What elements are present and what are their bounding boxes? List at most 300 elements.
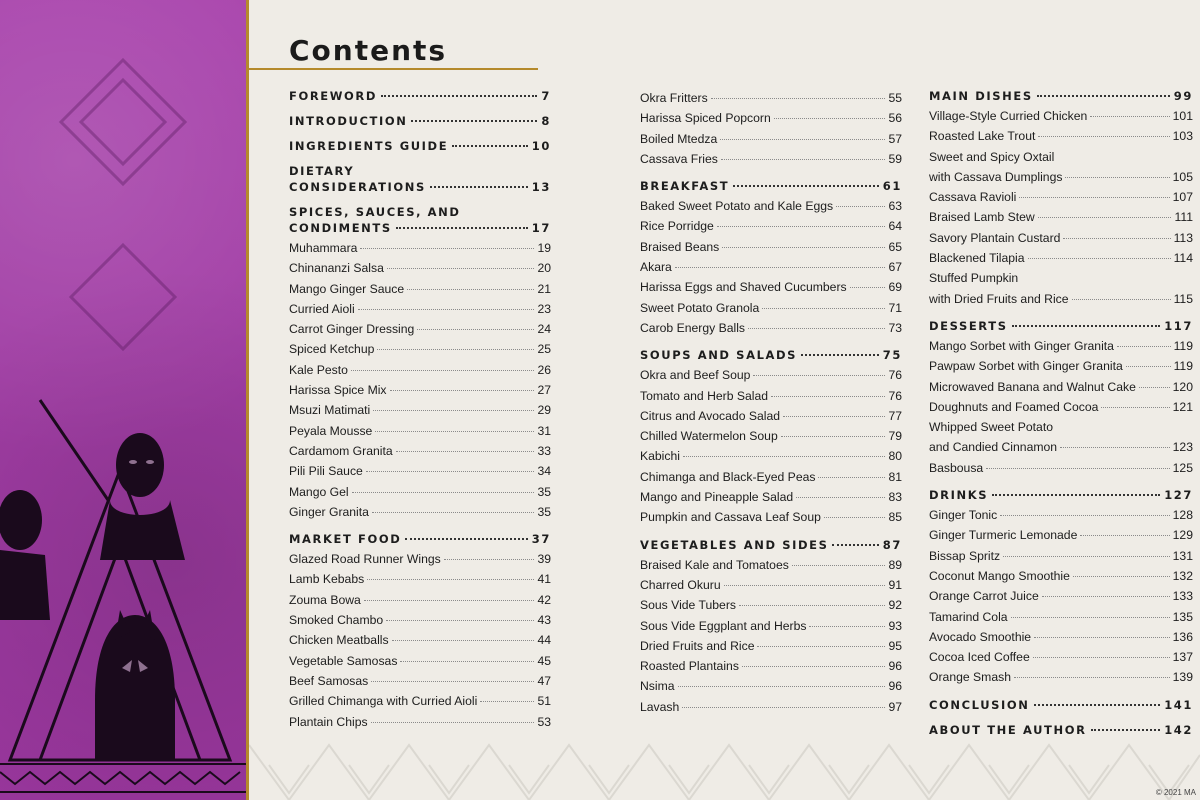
page-number: 39: [537, 552, 551, 567]
toc-entry[interactable]: [640, 277, 902, 297]
page-number: 13: [531, 180, 551, 194]
toc-title: Braised Kale and Tomatoes: [640, 557, 789, 572]
page-number: 55: [888, 91, 902, 105]
dot-leader: [358, 309, 535, 310]
page-number: 103: [1172, 129, 1193, 144]
toc-title: Village-Style Curried Chicken: [929, 109, 1088, 123]
toc-title: Beef Samosas: [289, 673, 369, 688]
dot-leader: [372, 512, 535, 513]
toc-title: MAIN DISHES: [929, 89, 1033, 103]
copyright-notice: © 2021 MA: [1155, 788, 1196, 797]
toc-title: Mango Ginger Sauce: [289, 281, 405, 296]
toc-title: Blackened Tilapia: [929, 251, 1025, 266]
page-number: 97: [888, 699, 902, 714]
dot-leader: [733, 185, 879, 187]
page-number: 8: [541, 114, 551, 128]
page-number: 59: [888, 151, 902, 166]
dot-leader: [832, 544, 878, 546]
toc-entry[interactable]: [929, 627, 1193, 647]
toc-entry[interactable]: [929, 586, 1193, 606]
toc-title: Rice Porridge: [640, 219, 714, 234]
toc-title-line1: Stuffed Pumpkin: [929, 271, 1019, 286]
page-number: 96: [888, 659, 902, 674]
dot-leader: [762, 308, 885, 309]
toc-title: Msuzi Matimati: [289, 403, 371, 418]
toc-title: DESSERTS: [929, 318, 1008, 333]
toc-entry[interactable]: [640, 697, 902, 717]
page-number: 133: [1172, 589, 1193, 604]
toc-section[interactable]: [289, 163, 551, 195]
dot-leader: [1042, 596, 1170, 597]
page-number: 99: [1173, 89, 1193, 103]
toc-title-line2: with Dried Fruits and Rice: [929, 291, 1069, 306]
toc-entry[interactable]: [640, 365, 902, 385]
toc-entry[interactable]: [929, 228, 1193, 248]
toc-entry[interactable]: [289, 400, 551, 420]
dot-leader: [1012, 325, 1161, 327]
page-number: 73: [888, 320, 902, 335]
page-number: 10: [531, 139, 551, 153]
dot-leader: [1091, 729, 1161, 731]
page-number: 93: [888, 618, 902, 633]
illustration-panel: [0, 0, 246, 800]
toc-entry[interactable]: [640, 446, 902, 466]
toc-title: Vegetable Samosas: [289, 653, 398, 668]
page-number: 56: [888, 111, 902, 126]
toc-entry[interactable]: [289, 691, 551, 711]
toc-entry[interactable]: [929, 248, 1193, 268]
toc-entry[interactable]: [640, 616, 902, 636]
dot-leader: [742, 666, 886, 667]
dot-leader: [992, 494, 1160, 496]
toc-title: Savory Plantain Custard: [929, 230, 1061, 245]
page-number: 75: [882, 348, 902, 363]
page-number: 51: [537, 694, 551, 709]
toc-entry[interactable]: [640, 487, 902, 507]
toc-entry[interactable]: [289, 441, 551, 461]
toc-title: Zouma Bowa: [289, 592, 361, 607]
page-number: 42: [537, 592, 551, 607]
page-number: 125: [1172, 460, 1193, 475]
toc-entry[interactable]: [640, 555, 902, 575]
toc-title: Harissa Eggs and Shaved Cucumbers: [640, 280, 847, 295]
toc-title: Tomato and Herb Salad: [640, 388, 769, 403]
toc-entry[interactable]: [929, 356, 1193, 376]
toc-entry[interactable]: [289, 671, 551, 691]
border-pattern: [0, 764, 246, 792]
page-number: 45: [537, 653, 551, 668]
toc-title: Chimanga and Black-Eyed Peas: [640, 469, 816, 484]
toc-title: Basbousa: [929, 460, 984, 475]
dot-leader: [721, 159, 886, 160]
dot-leader: [1090, 116, 1169, 117]
toc-title: Microwaved Banana and Walnut Cake: [929, 379, 1136, 394]
dot-leader: [986, 468, 1169, 469]
dot-leader: [1034, 637, 1170, 638]
toc-title: Okra Fritters: [640, 91, 708, 105]
dot-leader: [366, 471, 535, 472]
dot-leader: [1037, 95, 1170, 97]
toc-section[interactable]: [929, 487, 1193, 503]
toc-entry[interactable]: [640, 467, 902, 487]
toc-column-3: [929, 88, 1193, 740]
page-number: 41: [537, 572, 551, 587]
title-underline: [249, 68, 538, 70]
toc-title: Chicken Meatballs: [289, 633, 389, 648]
dot-leader: [480, 701, 534, 702]
page-number: 64: [888, 219, 902, 234]
toc-title: Boiled Mtedza: [640, 131, 718, 146]
toc-title: Carrot Ginger Dressing: [289, 322, 415, 337]
dot-leader: [1014, 677, 1170, 678]
toc-entry[interactable]: [289, 279, 551, 299]
dot-leader: [722, 247, 885, 248]
page-title: Contents: [289, 34, 448, 67]
dot-leader: [1117, 346, 1171, 347]
toc-section[interactable]: [289, 88, 551, 104]
dot-leader: [809, 626, 885, 627]
toc-entry[interactable]: [289, 482, 551, 502]
toc-entry[interactable]: [929, 647, 1193, 667]
toc-entry[interactable]: [929, 207, 1193, 227]
toc-title: Okra and Beef Soup: [640, 368, 751, 383]
toc-entry[interactable]: [929, 417, 1193, 458]
toc-section[interactable]: [289, 138, 551, 154]
toc-entry[interactable]: [640, 216, 902, 236]
toc-title: Avocado Smoothie: [929, 629, 1032, 644]
toc-entry[interactable]: [289, 590, 551, 610]
toc-section[interactable]: [289, 204, 551, 236]
toc-entry[interactable]: [289, 502, 551, 522]
dot-leader: [352, 492, 535, 493]
toc-title: VEGETABLES AND SIDES: [640, 537, 829, 552]
toc-title: Citrus and Avocado Salad: [640, 408, 781, 423]
dot-leader: [836, 206, 885, 207]
page-number: 129: [1172, 528, 1193, 543]
page-number: 92: [888, 598, 902, 613]
dot-leader: [1038, 136, 1169, 137]
toc-entry[interactable]: [640, 108, 902, 128]
toc-entry[interactable]: [640, 575, 902, 595]
toc-entry[interactable]: [640, 595, 902, 615]
toc-title-line2: CONSIDERATIONS: [289, 180, 426, 194]
toc-entry[interactable]: [929, 525, 1193, 545]
dot-leader: [739, 605, 885, 606]
dot-leader: [1065, 177, 1169, 178]
toc-entry[interactable]: [929, 268, 1193, 309]
toc-title: Tamarind Cola: [929, 609, 1008, 624]
page-number: 77: [888, 408, 902, 423]
toc-entry[interactable]: [929, 336, 1193, 356]
toc-title: Cardamom Granita: [289, 443, 393, 458]
page-number: 91: [888, 577, 902, 592]
dot-leader: [796, 497, 885, 498]
page-number: 136: [1172, 629, 1193, 644]
toc-section[interactable]: [640, 537, 902, 553]
toc-title: FOREWORD: [289, 89, 378, 103]
toc-entry[interactable]: [289, 339, 551, 359]
toc-title: Carob Energy Balls: [640, 320, 745, 335]
toc-title: Lamb Kebabs: [289, 572, 365, 587]
page-number: 115: [1173, 291, 1193, 306]
toc-title: Bissap Spritz: [929, 548, 1001, 563]
dot-leader: [1101, 407, 1169, 408]
toc-title: INGREDIENTS GUIDE: [289, 139, 449, 153]
dot-leader: [371, 722, 535, 723]
page-number: 69: [888, 280, 902, 295]
toc-title: Sous Vide Eggplant and Herbs: [640, 618, 807, 633]
toc-title: Roasted Plantains: [640, 659, 739, 674]
page-number: 142: [1164, 722, 1193, 737]
toc-entry[interactable]: [289, 549, 551, 569]
toc-section[interactable]: [289, 531, 551, 547]
page-number: 57: [888, 131, 902, 146]
toc-entry[interactable]: [640, 196, 902, 216]
page-number: 79: [888, 429, 902, 444]
toc-entry[interactable]: [640, 149, 902, 169]
page-number: 33: [537, 443, 551, 458]
toc-entry[interactable]: [929, 106, 1193, 126]
toc-entry[interactable]: [289, 421, 551, 441]
toc-title: Ginger Granita: [289, 504, 369, 519]
toc-title: Cassava Fries: [640, 151, 718, 166]
toc-title: Coconut Mango Smoothie: [929, 568, 1070, 583]
dot-leader: [387, 268, 535, 269]
dot-leader: [417, 329, 534, 330]
toc-entry[interactable]: [929, 566, 1193, 586]
page-number: 26: [537, 362, 551, 377]
dot-leader: [1011, 617, 1170, 618]
toc-entry[interactable]: [289, 630, 551, 650]
toc-title-line1: Sweet and Spicy Oxtail: [929, 149, 1055, 164]
page-number: 107: [1172, 190, 1193, 205]
page-number: 37: [531, 532, 551, 547]
dot-leader: [390, 390, 535, 391]
dot-leader: [720, 139, 885, 140]
page-number: 80: [888, 449, 902, 464]
toc-entry[interactable]: [929, 147, 1193, 188]
dot-leader: [753, 375, 885, 376]
toc-title: DRINKS: [929, 488, 989, 503]
dot-leader: [396, 451, 535, 452]
toc-entry[interactable]: [640, 318, 902, 338]
toc-title: Charred Okuru: [640, 577, 721, 592]
page-number: 63: [888, 199, 902, 214]
page-number: 131: [1172, 548, 1193, 563]
toc-section[interactable]: [640, 347, 902, 363]
toc-entry[interactable]: [640, 386, 902, 406]
page-number: 85: [888, 510, 902, 525]
toc-section[interactable]: [929, 722, 1193, 738]
dot-leader: [377, 349, 534, 350]
toc-entry[interactable]: [289, 299, 551, 319]
toc-entry[interactable]: [640, 636, 902, 656]
toc-entry[interactable]: [640, 298, 902, 318]
toc-entry[interactable]: [289, 461, 551, 481]
dot-leader: [824, 517, 886, 518]
page-number: 35: [537, 484, 551, 499]
toc-entry[interactable]: [929, 377, 1193, 397]
page-number: 29: [537, 403, 551, 418]
toc-title: Kale Pesto: [289, 362, 348, 377]
toc-entry[interactable]: [640, 426, 902, 446]
toc-entry[interactable]: [640, 676, 902, 696]
toc-entry[interactable]: [289, 610, 551, 630]
dot-leader: [1080, 535, 1169, 536]
toc-entry[interactable]: [929, 667, 1193, 687]
dot-leader: [396, 227, 528, 229]
toc-title: SOUPS AND SALADS: [640, 348, 798, 363]
toc-title: Roasted Lake Trout: [929, 129, 1036, 144]
dot-leader: [1003, 556, 1170, 557]
page-number: 113: [1173, 230, 1193, 245]
page-number: 135: [1172, 609, 1193, 624]
toc-title: Dried Fruits and Rice: [640, 638, 755, 653]
dot-leader: [364, 600, 535, 601]
toc-title: Akara: [640, 260, 672, 275]
toc-title: Spiced Ketchup: [289, 342, 375, 357]
dot-leader: [1028, 258, 1171, 259]
page-number: 71: [888, 300, 902, 315]
page-number: 111: [1174, 210, 1193, 225]
toc-title: Pawpaw Sorbet with Ginger Granita: [929, 359, 1123, 374]
dot-leader: [781, 436, 886, 437]
page-number: 128: [1172, 508, 1193, 523]
page-number: 21: [537, 281, 551, 296]
toc-title: Cocoa Iced Coffee: [929, 650, 1030, 665]
dot-leader: [678, 686, 886, 687]
toc-section[interactable]: [640, 178, 902, 194]
dot-leader: [430, 186, 528, 188]
dot-leader: [386, 620, 534, 621]
toc-title: Ginger Turmeric Lemonade: [929, 528, 1078, 543]
toc-title: Chilled Watermelon Soup: [640, 429, 778, 444]
toc-entry[interactable]: [929, 607, 1193, 627]
page-number: 53: [537, 714, 551, 729]
page-number: 139: [1172, 670, 1193, 685]
toc-entry[interactable]: [640, 406, 902, 426]
toc-entry[interactable]: [929, 546, 1193, 566]
toc-entry[interactable]: [640, 656, 902, 676]
toc-title-line1: Whipped Sweet Potato: [929, 420, 1053, 435]
dot-leader: [1034, 704, 1161, 706]
toc-entry[interactable]: [289, 651, 551, 671]
toc-title: CONCLUSION: [929, 697, 1030, 712]
toc-title: Ginger Tonic: [929, 508, 998, 523]
toc-entry[interactable]: [289, 712, 551, 732]
dot-leader: [411, 120, 537, 122]
toc-title: Chinananzi Salsa: [289, 261, 384, 276]
dot-leader: [371, 681, 534, 682]
toc-column-1: [289, 88, 551, 732]
toc-title: Nsima: [640, 679, 675, 694]
page-number: 20: [537, 261, 551, 276]
page-number: 23: [537, 301, 551, 316]
toc-title: Pili Pili Sauce: [289, 464, 363, 479]
toc-title: Kabichi: [640, 449, 680, 464]
toc-title: Cassava Ravioli: [929, 190, 1017, 205]
toc-entry[interactable]: [640, 507, 902, 527]
dot-leader: [757, 646, 885, 647]
toc-section[interactable]: [929, 697, 1193, 713]
page-number: 19: [537, 241, 551, 255]
toc-title: Pumpkin and Cassava Leaf Soup: [640, 510, 821, 525]
toc-entry[interactable]: [640, 129, 902, 149]
toc-entry[interactable]: [289, 569, 551, 589]
toc-title: Harissa Spiced Popcorn: [640, 111, 771, 126]
toc-title: Baked Sweet Potato and Kale Eggs: [640, 199, 834, 214]
toc-entry[interactable]: [289, 319, 551, 339]
toc-title: Muhammara: [289, 241, 358, 255]
dot-leader: [381, 95, 537, 97]
dot-leader: [1063, 238, 1170, 239]
toc-title-line1: SPICES, SAUCES, AND: [289, 205, 461, 219]
toc-column-2: [640, 88, 902, 717]
dot-leader: [717, 226, 886, 227]
toc-entry[interactable]: [929, 397, 1193, 417]
page-number: 44: [537, 633, 551, 648]
toc-title-line2: CONDIMENTS: [289, 221, 392, 235]
page-number: 119: [1173, 359, 1193, 374]
page-number: 7: [541, 89, 551, 103]
dot-leader: [1038, 217, 1172, 218]
toc-entry[interactable]: [289, 238, 551, 258]
toc-title: Peyala Mousse: [289, 423, 373, 438]
toc-entry[interactable]: [289, 360, 551, 380]
toc-entry[interactable]: [929, 187, 1193, 207]
toc-entry[interactable]: [289, 380, 551, 400]
dot-leader: [675, 267, 886, 268]
toc-title: Plantain Chips: [289, 714, 368, 729]
toc-section[interactable]: [929, 88, 1193, 104]
page-number: 27: [537, 383, 551, 398]
dot-leader: [711, 98, 886, 99]
dot-leader: [792, 565, 886, 566]
page-number: 96: [888, 679, 902, 694]
toc-entry[interactable]: [640, 237, 902, 257]
toc-entry[interactable]: [289, 258, 551, 278]
page-number: 35: [537, 504, 551, 519]
toc-title: Mango and Pineapple Salad: [640, 490, 794, 505]
toc-title: Mango Sorbet with Ginger Granita: [929, 338, 1114, 353]
toc-entry[interactable]: [929, 505, 1193, 525]
dot-leader: [748, 328, 885, 329]
dot-leader: [774, 118, 886, 119]
dot-leader: [1060, 447, 1170, 448]
page-number: 76: [888, 368, 902, 383]
dot-leader: [783, 416, 885, 417]
page-number: 105: [1172, 169, 1193, 184]
dot-leader: [1072, 299, 1171, 300]
toc-title-line1: DIETARY: [289, 164, 355, 178]
dot-leader: [407, 289, 534, 290]
toc-entry[interactable]: [640, 257, 902, 277]
toc-title-line2: and Candied Cinnamon: [929, 440, 1058, 455]
toc-entry[interactable]: [640, 88, 902, 108]
page-number: 114: [1173, 251, 1193, 266]
gold-divider: [246, 0, 249, 800]
page-number: 65: [888, 239, 902, 254]
dot-leader: [360, 248, 534, 249]
toc-section[interactable]: [929, 318, 1193, 334]
toc-entry[interactable]: [929, 458, 1193, 478]
dot-leader: [375, 431, 534, 432]
toc-section[interactable]: [289, 113, 551, 129]
toc-title: Lavash: [640, 699, 680, 714]
toc-entry[interactable]: [929, 126, 1193, 146]
toc-title: INTRODUCTION: [289, 114, 408, 128]
page-number: 83: [888, 490, 902, 505]
